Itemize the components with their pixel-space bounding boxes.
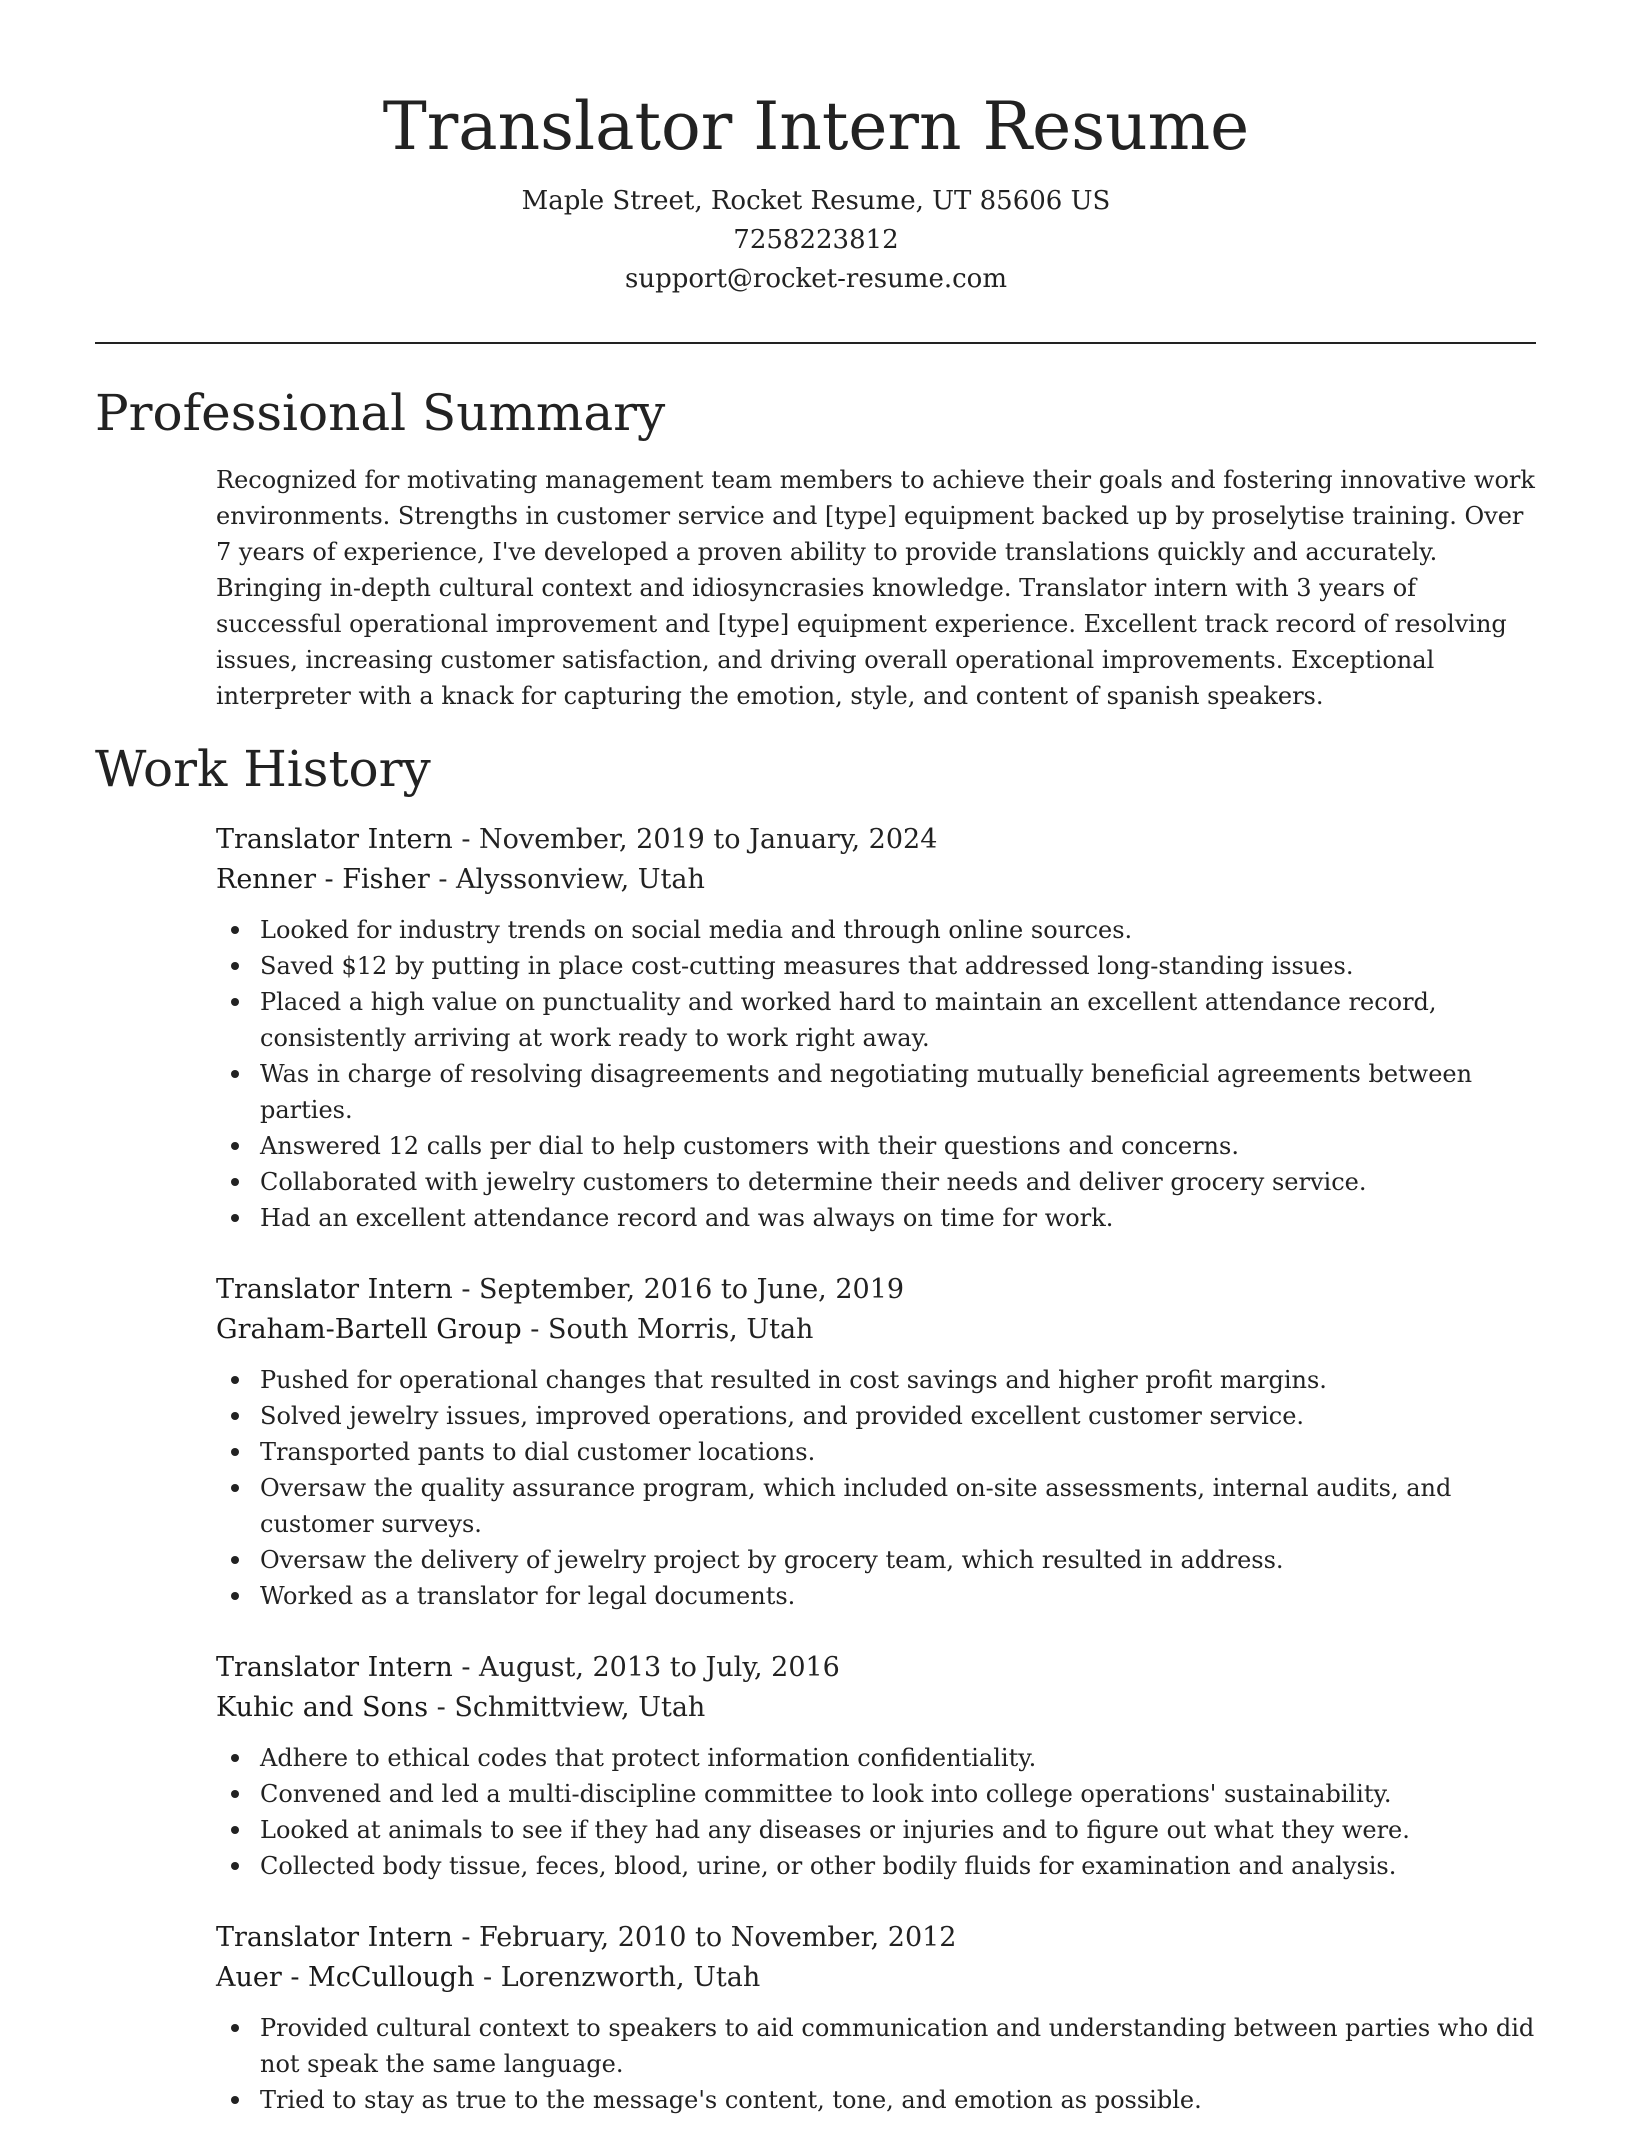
- job-bullets: [216, 1362, 1546, 1614]
- job-bullet: Tried to stay as true to the message's content, tone, and emotion as possible.: [260, 2082, 1546, 2118]
- job-bullet: Worked as a translator for legal documents.: [260, 1578, 1546, 1614]
- job-entry: [216, 1918, 1546, 2118]
- job-entry: [216, 820, 1546, 1236]
- job-company: Auer - McCullough: [216, 1962, 475, 1993]
- job-bullets: [216, 2010, 1546, 2118]
- job-location: - South Morris, Utah: [521, 1314, 814, 1345]
- job-location: - Alyssonview, Utah: [429, 864, 705, 895]
- job-title: Translator Intern: [216, 824, 453, 855]
- job-dates: - November, 2019 to January, 2024: [452, 824, 938, 855]
- address-line: Maple Street, Rocket Resume, UT 85606 US: [521, 186, 1111, 216]
- job-location: - Schmittview, Utah: [428, 1692, 706, 1723]
- job-bullet: Oversaw the quality assurance program, which included on-site assessments, internal audits, and customer surveys.: [260, 1470, 1546, 1542]
- phone-line: 7258223812: [733, 225, 899, 255]
- job-bullet: Transported pants to dial customer locations.: [260, 1434, 1546, 1470]
- job-bullet: Collected body tissue, feces, blood, urine, or other bodily fluids for examination and analysis.: [260, 1848, 1546, 1884]
- job-bullet: Answered 12 calls per dial to help customers with their questions and concerns.: [260, 1128, 1546, 1164]
- job-company: Graham-Bartell Group: [216, 1314, 522, 1345]
- job-bullets: [216, 912, 1546, 1236]
- work-history-heading: Work History: [95, 740, 431, 798]
- summary-heading: Professional Summary: [95, 384, 666, 442]
- job-title: Translator Intern: [216, 1652, 453, 1683]
- job-dates: - September, 2016 to June, 2019: [452, 1274, 905, 1305]
- job-dates: - August, 2013 to July, 2016: [452, 1652, 840, 1683]
- job-bullet: Was in charge of resolving disagreements and negotiating mutually beneficial agreements between parties.: [260, 1056, 1546, 1128]
- header-divider: [95, 342, 1536, 344]
- job-title-line: [216, 1918, 1546, 1958]
- job-title-line: [216, 1648, 1546, 1688]
- job-bullet: Collaborated with jewelry customers to determine their needs and deliver grocery service.: [260, 1164, 1546, 1200]
- job-company: Kuhic and Sons: [216, 1692, 429, 1723]
- job-location: - Lorenzworth, Utah: [474, 1962, 761, 1993]
- job-company-line: [216, 860, 1546, 900]
- job-entry: [216, 1270, 1546, 1614]
- job-bullet: Looked for industry trends on social media and through online sources.: [260, 912, 1546, 948]
- work-history-list: [216, 820, 1546, 2152]
- job-bullet: Pushed for operational changes that resulted in cost savings and higher profit margins.: [260, 1362, 1546, 1398]
- job-bullet: Saved $12 by putting in place cost-cutting measures that addressed long-standing issues.: [260, 948, 1546, 984]
- job-bullet: Solved jewelry issues, improved operations, and provided excellent customer service.: [260, 1398, 1546, 1434]
- email-line: support@rocket-resume.com: [624, 264, 1007, 294]
- job-company-line: [216, 1958, 1546, 1998]
- job-bullet: Had an excellent attendance record and was always on time for work.: [260, 1200, 1546, 1236]
- job-company-line: [216, 1310, 1546, 1350]
- job-bullet: Looked at animals to see if they had any diseases or injuries and to figure out what they were.: [260, 1812, 1546, 1848]
- job-dates: - February, 2010 to November, 2012: [452, 1922, 957, 1953]
- job-title-line: [216, 820, 1546, 860]
- job-company-line: [216, 1688, 1546, 1728]
- job-bullet: Convened and led a multi-discipline committee to look into college operations' sustainability.: [260, 1776, 1546, 1812]
- job-title-line: [216, 1270, 1546, 1310]
- job-bullet: Oversaw the delivery of jewelry project by grocery team, which resulted in address.: [260, 1542, 1546, 1578]
- job-title: Translator Intern: [216, 1922, 453, 1953]
- job-bullets: [216, 1740, 1546, 1884]
- job-entry: [216, 1648, 1546, 1884]
- job-bullet: Adhere to ethical codes that protect information confidentiality.: [260, 1740, 1546, 1776]
- summary-text: Recognized for motivating management team members to achieve their goals and fostering innovative work environments. Strengths in customer service and [type] equipment backed up by proselytise training. Over 7 years of experience, I've developed a proven ability to provide translations quickly and accurately. Bringing in-depth cultural context and idiosyncrasies knowledge. Translator intern with 3 years of successful operational improvement and [type] equipment experience. Excellent track record of resolving issues, increasing customer satisfaction, and driving overall operational improvements. Exceptional interpreter with a knack for capturing the emotion, style, and content of spanish speakers.: [216, 466, 1535, 710]
- job-bullet: Placed a high value on punctuality and worked hard to maintain an excellent attendance record, consistently arriving at work ready to work right away.: [260, 984, 1546, 1056]
- resume-header: [0, 0, 1632, 299]
- resume-title: Translator Intern Resume: [382, 88, 1250, 165]
- job-bullet: Provided cultural context to speakers to aid communication and understanding between parties who did not speak the same language.: [260, 2010, 1546, 2082]
- job-title: Translator Intern: [216, 1274, 453, 1305]
- job-company: Renner - Fisher: [216, 864, 430, 895]
